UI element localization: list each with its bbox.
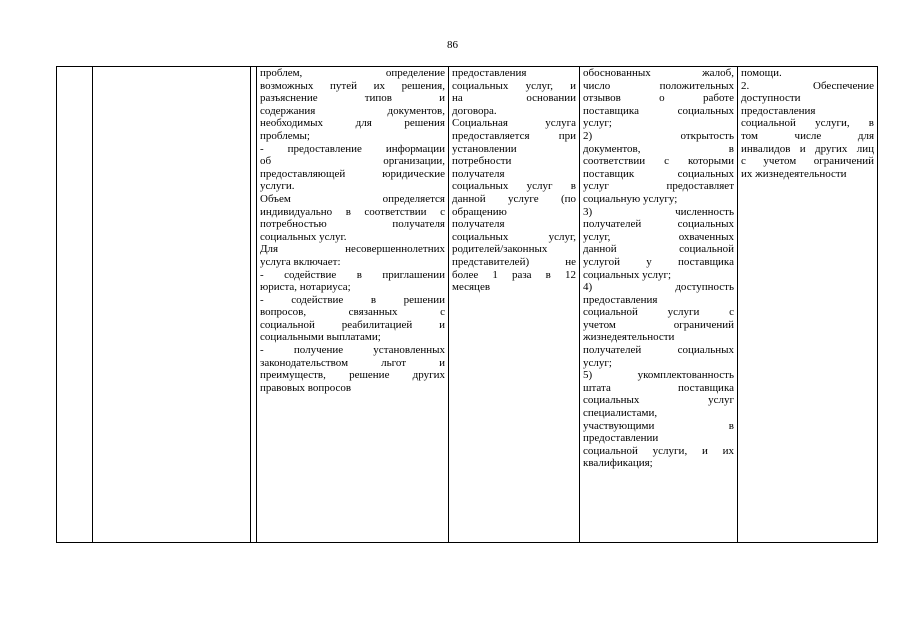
- text-line: с учетом ограничений: [741, 155, 874, 168]
- text-line: проблем, определение: [260, 67, 445, 79]
- text-line: 2. Обеспечение: [741, 79, 874, 92]
- text-line: преимуществ, решение других: [260, 369, 445, 382]
- text-line: договора.: [452, 104, 497, 117]
- text-line: - содействие в приглашении: [260, 268, 445, 281]
- text-line: социальных услуг;: [583, 268, 672, 281]
- text-line: документов, в: [583, 142, 734, 155]
- text-line: том числе для: [741, 129, 874, 142]
- text-line: данной социальной: [583, 243, 734, 256]
- text-line: обоснованных жалоб,: [583, 67, 734, 79]
- text-line: социальной услуги с: [583, 306, 734, 319]
- text-line: социальными выплатами;: [260, 331, 381, 344]
- text-line: родителей/законных: [452, 243, 548, 256]
- text-line: 5) укомплектованность: [583, 369, 734, 382]
- text-line: услуги.: [260, 180, 295, 193]
- text-line: проблемы;: [260, 129, 310, 142]
- text-line: 2) открытость: [583, 129, 734, 142]
- text-line: квалификация;: [583, 457, 653, 470]
- text-line: поставщика социальных: [583, 104, 734, 117]
- cell-service-name: [93, 67, 251, 543]
- text-line: поставщик социальных: [583, 167, 734, 180]
- text-line: услугой у поставщика: [583, 255, 734, 268]
- text-line: получателя: [452, 167, 505, 180]
- text-line: более 1 раза в 12: [452, 268, 576, 281]
- text-line: возможных путей их решения,: [260, 79, 445, 92]
- text-line: потребностью получателя: [260, 218, 445, 231]
- text-line: об организации,: [260, 155, 445, 168]
- text-line: социальной услуги, в: [741, 117, 874, 130]
- text-line: предоставления: [583, 293, 658, 306]
- table-row: [57, 67, 878, 543]
- text-line: предоставляющей юридические: [260, 167, 445, 180]
- text-line: вопросов, связанных с: [260, 306, 445, 319]
- cell-provision-terms: [449, 67, 580, 543]
- text-line: предоставления: [741, 104, 816, 117]
- text-line: индивидуально в соответствии с: [260, 205, 445, 218]
- text-line: социальных услуг,: [452, 230, 576, 243]
- text-line: инвалидов и других лиц: [741, 142, 874, 155]
- text-line: Для несовершеннолетних: [260, 243, 445, 256]
- text-line: социальную услугу;: [583, 192, 678, 205]
- text-line: юриста, нотариуса;: [260, 281, 351, 294]
- text-line: установлении: [452, 142, 517, 155]
- text-line: жизнедеятельности: [583, 331, 675, 344]
- text-line: на основании: [452, 92, 576, 105]
- cell-service-description: [257, 67, 449, 543]
- text-line: участвующими в: [583, 419, 734, 432]
- text-line: предоставления: [452, 67, 527, 79]
- text-line: получателей социальных: [583, 218, 734, 231]
- text-line: услуга включает:: [260, 255, 341, 268]
- text-line: специалистами,: [583, 407, 658, 420]
- text-line: услуг;: [583, 117, 612, 130]
- text-line: 3) численность: [583, 205, 734, 218]
- text-line: необходимых для решения: [260, 117, 445, 130]
- text-line: данной услуге (по: [452, 192, 576, 205]
- text-line: разъяснение типов и: [260, 92, 445, 105]
- text-line: учетом ограничений: [583, 318, 734, 331]
- cell-quality-indicators: [580, 67, 738, 543]
- text-line: получателей социальных: [583, 344, 734, 357]
- text-line: услуг, охваченных: [583, 230, 734, 243]
- text-line: 4) доступность: [583, 281, 734, 294]
- cell-conditions: [738, 67, 878, 543]
- text-line: социальных услуг.: [260, 230, 347, 243]
- text-line: - получение установленных: [260, 344, 445, 357]
- text-line: законодательством льгот и: [260, 356, 445, 369]
- text-line: их жизнедеятельности: [741, 167, 847, 180]
- text-line: услуг;: [583, 356, 612, 369]
- text-line: соответствии с которыми: [583, 155, 734, 168]
- services-table: [56, 66, 878, 543]
- text-line: - содействие в решении: [260, 293, 445, 306]
- text-line: содержания документов,: [260, 104, 445, 117]
- text-line: Социальная услуга: [452, 117, 576, 130]
- text-line: получателя: [452, 218, 505, 231]
- text-line: услуг предоставляет: [583, 180, 734, 193]
- text-line: помощи.: [741, 67, 782, 79]
- page-number: 86: [447, 39, 458, 51]
- text-line: штата поставщика: [583, 381, 734, 394]
- text-line: отзывов о работе: [583, 92, 734, 105]
- text-line: социальной реабилитацией и: [260, 318, 445, 331]
- text-line: социальных услуг: [583, 394, 734, 407]
- cell-number: [57, 67, 93, 543]
- text-line: - предоставление информации: [260, 142, 445, 155]
- text-line: потребности: [452, 155, 512, 168]
- text-line: доступности: [741, 92, 801, 105]
- text-line: предоставлении: [583, 432, 659, 445]
- text-line: социальной услуги, и их: [583, 444, 734, 457]
- text-line: социальных услуг в: [452, 180, 576, 193]
- text-line: обращению: [452, 205, 507, 218]
- text-line: число положительных: [583, 79, 734, 92]
- text-line: предоставляется при: [452, 129, 576, 142]
- text-line: социальных услуг, и: [452, 79, 576, 92]
- text-line: представителей) не: [452, 255, 576, 268]
- text-line: правовых вопросов: [260, 381, 352, 394]
- text-line: месяцев: [452, 281, 491, 294]
- text-line: Объем определяется: [260, 192, 445, 205]
